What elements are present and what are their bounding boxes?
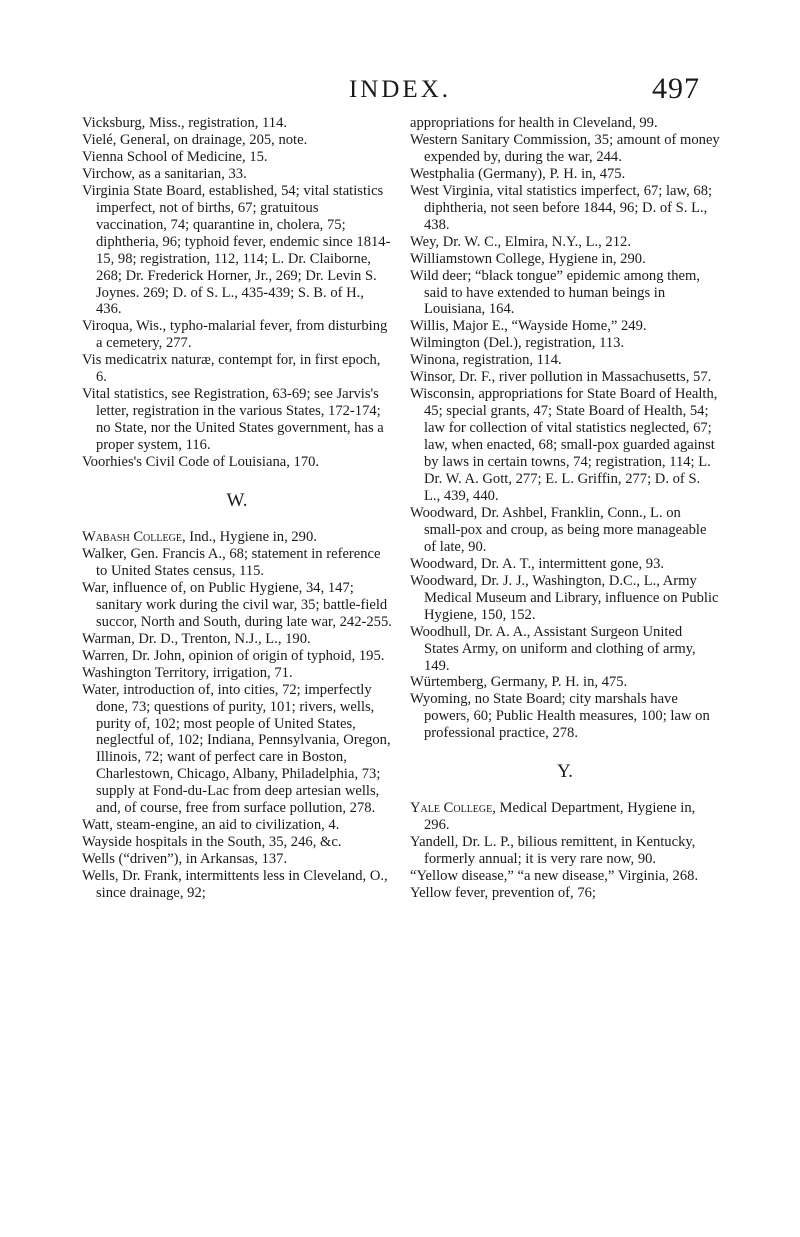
- entries-v: [82, 115, 392, 471]
- index-entry: Watt, steam-engine, an aid to civilization, 4.: [82, 817, 340, 834]
- index-entry: Water, introduction of, into cities, 72; imperfectly done, 73; questions of purity, 101; rivers, wells, purity of, 102; most people of United States, neglectful of, 102; Indiana, Pennsylvania, Oregon, Illinois, 72; want of perfect care in Boston, Charlestown, Chicago, Albany, Philadelphia, 73; supply at Fond-du-Lac from deep artesian wells, and, of course, free from surface pollution, 278.: [82, 681, 391, 817]
- entries-w: [82, 529, 392, 902]
- index-entry: Woodward, Dr. J. J., Washington, D.C., L., Army Medical Museum and Library, influence on Public Hygiene, 150, 152.: [410, 572, 719, 623]
- entries-w-continued: [410, 115, 720, 742]
- section-letter-w: W.: [226, 490, 248, 512]
- index-entry: Wells (“driven”), in Arkansas, 137.: [82, 851, 288, 868]
- index-entry: Vis medicatrix naturæ, contempt for, in first epoch, 6.: [82, 352, 381, 386]
- index-entry: Yandell, Dr. L. P., bilious remittent, in Kentucky, formerly annual; it is very rare now, 90.: [410, 834, 696, 868]
- index-entry: War, influence of, on Public Hygiene, 34, 147; sanitary work during the civil war, 35; battle-field succor, North and South, during late war, 242-255.: [82, 579, 392, 630]
- entry-head: Yale College: [410, 800, 493, 817]
- index-entry: Wild deer; “black tongue” epidemic among them, said to have extended to human beings in Louisiana, 164.: [410, 267, 700, 318]
- index-entry: Vital statistics, see Registration, 63-69; see Jarvis's letter, registration in the various States, 172-174; no State, nor the United States government, has a proper system, 116.: [82, 386, 384, 454]
- section-letter-y: Y.: [556, 761, 574, 783]
- index-entry: Winona, registration, 114.: [410, 352, 562, 369]
- index-entry: Warren, Dr. John, opinion of origin of typhoid, 195.: [82, 647, 385, 664]
- index-entry: Wey, Dr. W. C., Elmira, N.Y., L., 212.: [410, 233, 631, 250]
- index-entry: [410, 800, 720, 834]
- index-entry: Wyoming, no State Board; city marshals have powers, 60; Public Health measures, 100; law on professional practice, 278.: [410, 691, 710, 742]
- index-entry: appropriations for health in Cleveland, 99.: [410, 115, 658, 131]
- index-entry: Yellow fever, prevention of, 76;: [410, 885, 596, 902]
- index-entry: Virginia State Board, established, 54; vital statistics imperfect, not of births, 67; gratuitous vaccination, 74; quarantine in, cholera, 75; diphtheria, 96; typhoid fever, endemic since 1814-15, 98; registration, 112, 114; L. Dr. Claiborne, 268; Dr. Frederick Horner, Jr., 269; Dr. Levin S. Joynes. 269; D. of S. L., 435-439; S. B. of H., 436.: [82, 182, 391, 318]
- page-number: 497: [652, 72, 700, 105]
- index-entry: Wells, Dr. Frank, intermittents less in Cleveland, O., since drainage, 92;: [82, 868, 388, 902]
- index-entry: Western Sanitary Commission, 35; amount of money expended by, during the war, 244.: [410, 131, 720, 165]
- index-entry: Woodhull, Dr. A. A., Assistant Surgeon United States Army, on uniform and clothing of army, 149.: [410, 623, 696, 674]
- index-entry: Vielé, General, on drainage, 205, note.: [82, 131, 308, 148]
- page-header: [100, 72, 700, 106]
- index-entry: Wayside hospitals in the South, 35, 246, &c.: [82, 834, 342, 851]
- index-entry: Winsor, Dr. F., river pollution in Massachusetts, 57.: [410, 369, 712, 386]
- index-entry: Woodward, Dr. A. T., intermittent gone, 93.: [410, 555, 665, 572]
- entries-y: [410, 800, 720, 902]
- index-entry: Woodward, Dr. Ashbel, Franklin, Conn., L. on small-pox and croup, as being more manageable of late, 90.: [410, 504, 707, 555]
- index-entry: Westphalia (Germany), P. H. in, 475.: [410, 165, 626, 182]
- index-entry: Williamstown College, Hygiene in, 290.: [410, 250, 646, 267]
- index-entry: Wilmington (Del.), registration, 113.: [410, 335, 625, 352]
- index-entry: Willis, Major E., “Wayside Home,” 249.: [410, 318, 647, 335]
- entry-text: , Medical Department, Hygiene in, 296.: [424, 800, 696, 834]
- index-column-right: [410, 115, 720, 902]
- index-entry: West Virginia, vital statistics imperfect, 67; law, 68; diphtheria, not seen before 1844, 96; D. of S. L., 438.: [410, 182, 713, 233]
- running-title: INDEX.: [348, 76, 451, 103]
- index-entry: Voorhies's Civil Code of Louisiana, 170.: [82, 454, 320, 471]
- index-column-left: [82, 115, 392, 902]
- index-entry: Washington Territory, irrigation, 71.: [82, 664, 293, 681]
- index-entry: Wisconsin, appropriations for State Board of Health, 45; special grants, 47; State Board of Health, 54; law for collection of vital statistics neglected, 67; law, when enacted, 68; small-pox guarded against by laws in certain towns, 74; registration, 114; L. Dr. W. A. Gott, 277; E. L. Griffin, 277; D. of S. L., 439, 440.: [410, 386, 718, 504]
- index-entry: Virchow, as a sanitarian, 33.: [82, 165, 247, 182]
- index-entry: Warman, Dr. D., Trenton, N.J., L., 190.: [82, 630, 311, 647]
- index-entry: Vicksburg, Miss., registration, 114.: [82, 115, 288, 131]
- entry-head: Wabash College: [82, 529, 182, 546]
- index-entry: Vienna School of Medicine, 15.: [82, 148, 268, 165]
- index-entry: Walker, Gen. Francis A., 68; statement in reference to United States census, 115.: [82, 545, 381, 579]
- index-entry: Viroqua, Wis., typho-malarial fever, from disturbing a cemetery, 277.: [82, 318, 388, 352]
- index-entry: [82, 529, 392, 546]
- index-entry: Würtemberg, Germany, P. H. in, 475.: [410, 674, 628, 691]
- entry-text: , Ind., Hygiene in, 290.: [181, 529, 317, 546]
- index-entry: “Yellow disease,” “a new disease,” Virginia, 268.: [410, 868, 699, 885]
